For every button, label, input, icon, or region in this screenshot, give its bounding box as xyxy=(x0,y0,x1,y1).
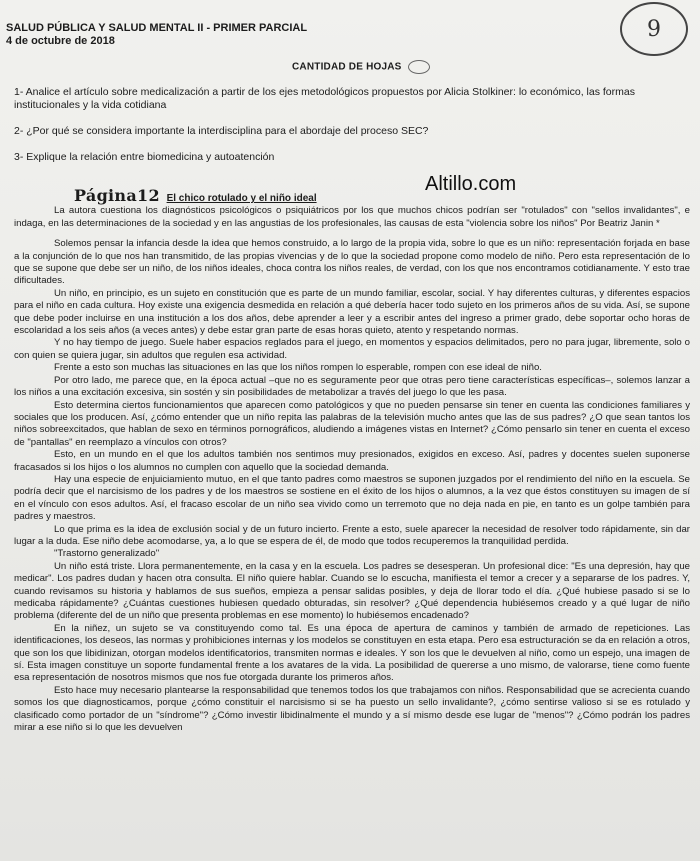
paragraph: Solemos pensar la infancia desde la idea que hemos construido, a lo largo de la propia vida, sobre lo que es un niño: representación forjada en base a la conjunción de lo que nos han transmitido, de las propias vivencias y de lo que la sociedad propone como modelo de niño. Pero esta representación de lo que se supone que debe ser un niño, de los niños ideales, choca contra los niños reales, de verdad, con los que nos encontramos cotidianamente. Y esto trae dificultades. xyxy=(14,238,690,287)
paragraph: Esto determina ciertos funcionamientos que aparecen como patológicos y que no pueden pensarse sin tener en cuenta las condiciones familiares y sociales que los producen. Así, ¿cómo entender que un niño repita las palabras de la televisión mucho antes que las de sus padres? ¿O que sean tantos los niños sobreexcitados, que hablan de sexo en términos pornográficos, aludiendo a imágenes vistas en Internet? ¿Cómo pensarlo sin tener en cuenta el exceso de "pantallas" en reemplazo a vínculos con otros? xyxy=(14,399,690,448)
question-item: 1- Analice el artículo sobre medicalización a partir de los ejes metodológicos propuestos por Alicia Stolkiner: lo económico, las formas institucionales y la vida cotidiana xyxy=(14,86,635,111)
watermark: Altillo.com xyxy=(425,173,517,195)
article-headline: El chico rotulado y el niño ideal xyxy=(166,193,317,204)
paragraph: Un niño está triste. Llora permanentemente, en la casa y en la escuela. Los padres se desesperan. Un profesional dice: "Es una depresión, hay que medicar". Los padres dudan y hacen otra consulta. El niño quiere hablar. Cuando se lo escucha, manifiesta el temor a crecer y a separarse de los padres. Y, cuando revisamos su historia y hablamos de sus sueños, empieza a pensar salidas posibles, y deja de llorar todo el día. ¿Qué hubiese pasado si se lo medicaba rápidamente? ¿Cuántas cuestiones hubiesen quedado obturadas, sin resolver? ¿Qué dependencia hubiésemos creado y a qué lugar de niño problema (diferente del de un niño que presenta problemas en ese momento) lo hubiésemos encadenado? xyxy=(14,560,690,622)
question-item: 3- Explique la relación entre biomedicina y autoatención xyxy=(14,151,275,163)
question-list xyxy=(14,86,684,177)
paragraph: Por otro lado, me parece que, en la época actual –que no es seguramente peor que otras pero tiene características específicas–, solemos lanzar a los niños a una excitación excesiva, sin sostén y sin posibilidades de metabolizar a través del juego lo que les pasa. xyxy=(14,374,690,399)
question-item: 2- ¿Por qué se considera importante la interdisciplina para el abordaje del proceso SEC? xyxy=(14,125,429,137)
exam-header xyxy=(6,22,307,48)
sheet-count-circle xyxy=(408,60,430,74)
handwritten-page-number: 9 xyxy=(620,2,688,56)
paragraph: Un niño, en principio, es un sujeto en constitución que es parte de un mundo familiar, escolar, social. Y hay diferentes culturas, y diferentes espacios para el niño en cada cultura. Hoy existe una exigencia desmedida en relación a qué debería hacer todo sujeto en los primeros años de su vida. Así, se supone que debe poder incluirse en una institución a los dos años, debe aprender a leer y a escribir antes del ingreso a primer grado, debe soportar ocho horas de escolaridad a los seis años (a veces antes) y debe estar gran parte de esas horas quieto, atento y respetando normas. xyxy=(14,287,690,337)
exam-date: 4 de octubre de 2018 xyxy=(6,35,115,47)
article-lead: La autora cuestiona los diagnósticos psicológicos o psiquiátricos por los que muchos chicos podrían ser "rotulados" con "sellos invalidantes", e indaga, en las determinaciones de la sociedad y en las angustias de los profesionales, las causas de esta "violencia sobre los niños" Por Beatriz Janin * xyxy=(14,205,690,229)
sheet-count xyxy=(292,60,430,74)
paragraph: En la niñez, un sujeto se va constituyendo como tal. Es una época de apertura de caminos y también de armado de repeticiones. Las identificaciones, los deseos, las normas y prohibiciones internas y los modelos se constituyen en esta etapa. Pero esa estructuración se da en relación a otros, que son los que libidinizan, otorgan modelos identificatorios, transmiten normas e ideales. Y son los que le devuelven al niño, como un espejo, una imagen de sí. Esta imagen constituye un soporte fundamental frente a los avatares de la vida. La posibilidad de quererse a uno mismo, de valorarse, tiene como fuente esa representación de nosotros mismos que nos fue otorgada durante los primeros años. xyxy=(14,622,690,684)
paragraph: Y no hay tiempo de juego. Suele haber espacios reglados para el juego, en momentos y espacios delimitados, pero no para jugar, libremente, solo o con quien se quiera jugar, sin adultos que regulen esa actividad. xyxy=(14,337,690,361)
article-heading xyxy=(14,186,690,205)
newspaper-logo: Página12 xyxy=(74,186,160,205)
exam-title: SALUD PÚBLICA Y SALUD MENTAL II - PRIMER PARCIAL xyxy=(6,22,308,34)
paragraph: Hay una especie de enjuiciamiento mutuo, en el que tanto padres como maestros se suponen juzgados por el rendimiento del niño en la escuela. Se podría decir que el narcisismo de los padres y de los maestros se sostiene en el éxito de los hijos o alumnos, a la vez que éstos constituyen su imagen de sí en el vínculo con esos adultos. Así, el fracaso escolar de un niño sea vivido como un terremoto que no deja nada en pie, en tanto es un golpe también para padres y maestros. xyxy=(14,473,690,523)
article-subheading: "Trastorno generalizado" xyxy=(54,548,160,560)
paragraph: Esto, en un mundo en el que los adultos también nos sentimos muy presionados, exigidos en exceso. Así, padres y docentes suelen suponerse fracasados si los hijos o los alumnos no cumplen con aquello que la sociedad demanda. xyxy=(14,449,690,473)
paragraph: Lo que prima es la idea de exclusión social y de un futuro incierto. Frente a esto, suele aparecer la necesidad de resolver todo rápidamente, sin dar lugar a la duda. Ese niño debe acomodarse, ya, a lo que se espera de él, de modo que todos recuperemos la tranquilidad perdida. xyxy=(14,523,690,547)
paragraph: Esto hace muy necesario plantearse la responsabilidad que tenemos todos los que trabajamos con niños. Responsabilidad que se acrecienta cuando somos los que diagnosticamos, porque ¿cómo constituir el narcisismo si se ha puesto un sello invalidante?, ¿cómo sentirse valioso si se es rotulado y clasificado como portador de un "síndrome"? ¿Cómo investir libidinalmente el mundo y a sí mismo desde ese lugar de "menos"? ¿Cómo podrán los padres mirar a ese niño si lo que les devuelven xyxy=(14,684,690,734)
sheet-count-label: CANTIDAD DE HOJAS xyxy=(292,61,402,73)
article xyxy=(14,186,690,734)
paragraph: Frente a esto son muchas las situaciones en las que los niños rompen lo esperable, rompen con ese ideal de niño. xyxy=(54,362,542,374)
